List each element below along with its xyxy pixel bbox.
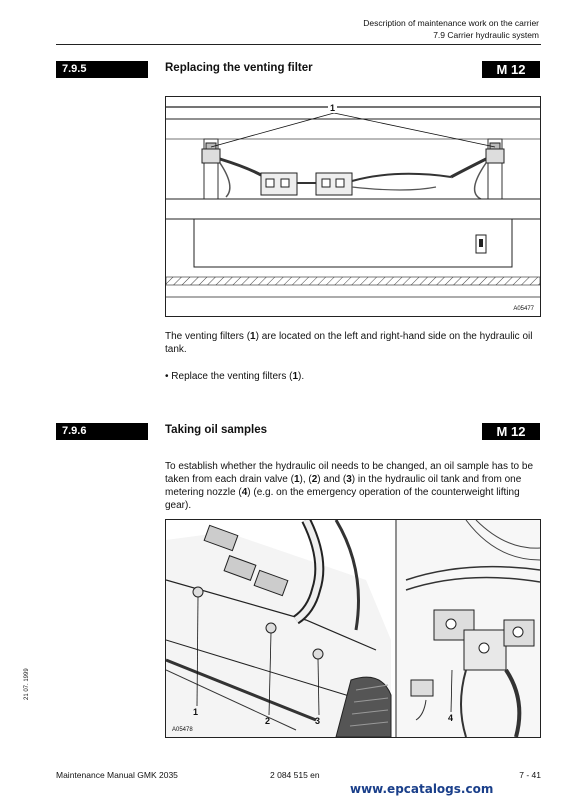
figure-code: A05477 bbox=[513, 306, 534, 312]
footer-manual-title: Maintenance Manual GMK 2035 bbox=[56, 770, 178, 780]
instruction-bullet: • Replace the venting filters (1). bbox=[165, 371, 305, 382]
bullet-icon: • bbox=[165, 371, 172, 382]
callout-3: 3 bbox=[315, 716, 321, 726]
maintenance-interval-badge: M 12 bbox=[482, 61, 540, 78]
watermark-url: www.epcatalogs.com bbox=[350, 782, 494, 796]
venting-filter-illustration bbox=[166, 97, 540, 316]
section-title: Replacing the venting filter bbox=[165, 62, 313, 74]
venting-filter-description: The venting filters (1) are located on the left and right-hand side on the hydraulic oil tank. bbox=[165, 331, 533, 355]
section-number-bar: 7.9.6 bbox=[56, 423, 148, 440]
header-rule bbox=[56, 44, 541, 45]
callout-2: 2 bbox=[265, 716, 271, 726]
side-date: 21 07. 1999 bbox=[24, 668, 30, 700]
oil-samples-description: To establish whether the hydraulic oil needs to be changed, an oil sample has to be taken from each drain valve (1), (2) and (3) in the hydraulic oil tank and from one metering nozzle (4) (e.g. on the emergency operation of the counterweight lifting gear). bbox=[165, 461, 534, 511]
venting-filter-figure bbox=[165, 96, 541, 317]
oil-samples-illustration bbox=[166, 520, 540, 737]
figure-callout-1: 1 bbox=[330, 103, 336, 113]
running-header bbox=[363, 17, 539, 41]
maintenance-interval-badge: M 12 bbox=[482, 423, 540, 440]
callout-1: 1 bbox=[193, 707, 199, 717]
section-number-bar: 7.9.5 bbox=[56, 61, 148, 78]
callout-4: 4 bbox=[448, 713, 454, 723]
oil-samples-figure bbox=[165, 519, 541, 738]
header-chapter: Description of maintenance work on the carrier bbox=[363, 18, 539, 28]
footer-page-number: 7 - 41 bbox=[519, 770, 541, 780]
header-section: 7.9 Carrier hydraulic system bbox=[433, 30, 539, 40]
figure-code: A05478 bbox=[172, 727, 193, 733]
footer-doc-number: 2 084 515 en bbox=[270, 770, 320, 780]
section-title: Taking oil samples bbox=[165, 424, 268, 436]
